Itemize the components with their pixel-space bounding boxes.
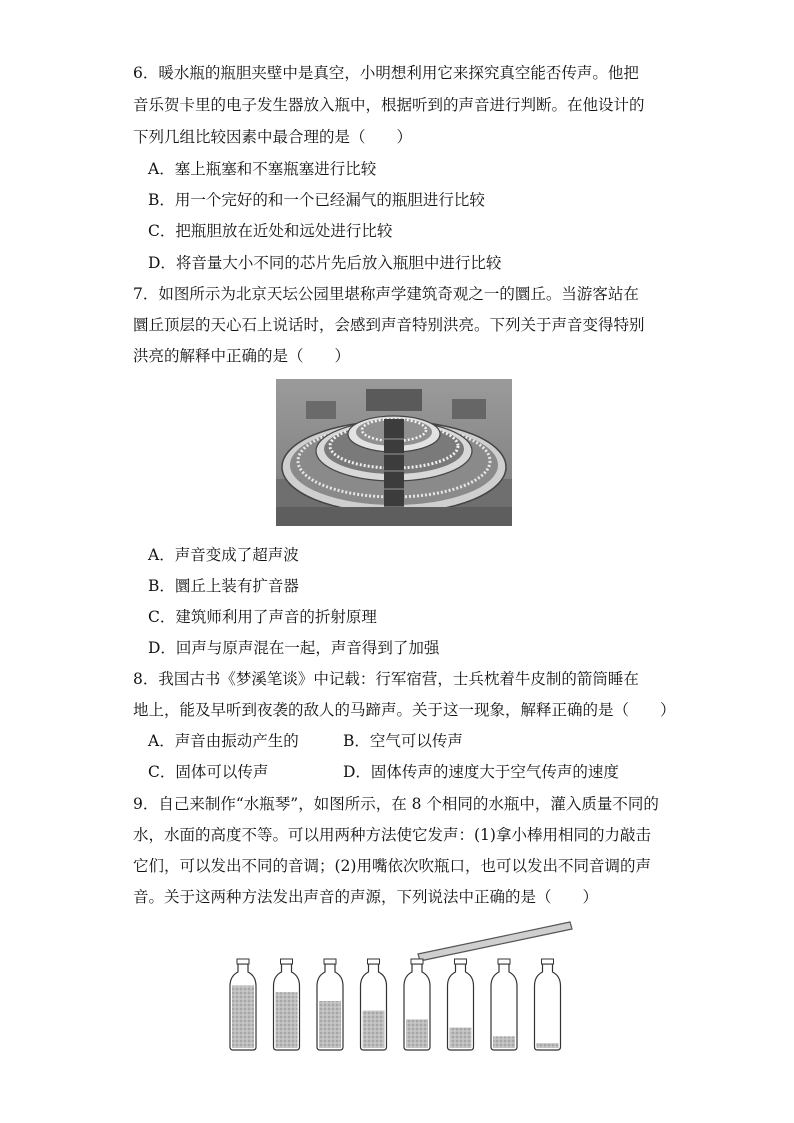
bottle-outline-8 [535,964,561,1050]
bottle-mouth-6 [455,959,467,964]
bottle-mouth-3 [324,959,336,964]
q8-line-2: 地上，能及早听到夜袭的敌人的马蹄声。关于这一现象，解释正确的是（ ） [133,701,676,719]
bottle-mouth-1 [237,959,249,964]
water-fill-6 [450,1028,472,1048]
water-bottle-7 [491,959,517,1050]
q7-option-c: C．建筑师利用了声音的折射原理 [148,608,377,626]
q6-line-2: 音乐贺卡里的电子发生器放入瓶中，根据听到的声音进行判断。在他设计的 [133,96,645,114]
q6-option-a: A．塞上瓶塞和不塞瓶塞进行比较 [148,160,377,178]
water-bottle-6 [448,959,474,1050]
q8-option-a: A．声音由振动产生的 [148,732,299,750]
q9-line-2: 水，水面的高度不等。可以用两种方法使它发声：(1)拿小棒用相同的力敲击 [133,826,651,844]
water-fill-1 [232,985,254,1048]
bottle-mouth-7 [498,959,510,964]
water-fill-8 [537,1043,559,1048]
water-bottle-4 [361,959,387,1050]
q9-line-3: 它们，可以发出不同的音调；(2)用嘴依次吹瓶口，也可以发出不同音调的声 [133,857,651,875]
q6-option-d: D．将音量大小不同的芯片先后放入瓶胆中进行比较 [148,254,502,272]
q7-option-d: D．回声与原声混在一起，声音得到了加强 [148,639,440,657]
q7-option-b: B．圜丘上装有扩音器 [148,577,299,595]
q7-line-3: 洪亮的解释中正确的是（ ） [133,347,351,365]
q8-option-d: D．固体传声的速度大于空气传声的速度 [343,763,619,781]
bottle-mouth-4 [368,959,380,964]
water-bottle-1 [230,959,256,1050]
q7-line-2: 圜丘顶层的天心石上说话时，会感到声音特别洪亮。下列关于声音变得特别 [133,316,645,334]
water-fill-2 [276,992,298,1048]
q8-option-b: B．空气可以传声 [343,732,463,750]
q8-option-c: C．固体可以传声 [148,763,269,781]
q6-line-1: 6．暖水瓶的瓶胆夹壁中是真空，小明想利用它来探究真空能否传声。他把 [133,64,639,82]
bottle-mouth-5 [411,959,423,964]
water-bottle-2 [274,959,300,1050]
bottle-mouth-2 [281,959,293,964]
q8-line-1: 8．我国古书《梦溪笔谈》中记载：行军宿营，士兵枕着牛皮制的箭筒睡在 [133,670,639,688]
water-bottle-3 [317,959,343,1050]
water-fill-4 [363,1011,385,1048]
water-bottle-8 [535,959,561,1050]
q6-option-c: C．把瓶胆放在近处和远处进行比较 [148,222,393,240]
q9-line-1: 9．自己来制作“水瓶琴”，如图所示，在 8 个相同的水瓶中，灌入质量不同的 [133,795,659,813]
striking-stick [418,922,572,961]
water-fill-7 [493,1036,515,1048]
water-bottle-xylophone-figure [220,920,580,1055]
water-fill-3 [319,1001,341,1048]
water-bottle-5 [404,959,430,1050]
q9-line-4: 音。关于这两种方法发出声音的声源，下列说法中正确的是（ ） [133,888,599,906]
water-fill-5 [406,1019,428,1048]
q7-option-a: A．声音变成了超声波 [148,546,299,564]
q6-line-3: 下列几组比较因素中最合理的是（ ） [133,128,413,146]
bottle-mouth-8 [542,959,554,964]
circular-mound-altar-photo [276,379,512,526]
q7-line-1: 7．如图所示为北京天坛公园里堪称声学建筑奇观之一的圜丘。当游客站在 [133,285,639,303]
q6-option-b: B．用一个完好的和一个已经漏气的瓶胆进行比较 [148,191,485,209]
